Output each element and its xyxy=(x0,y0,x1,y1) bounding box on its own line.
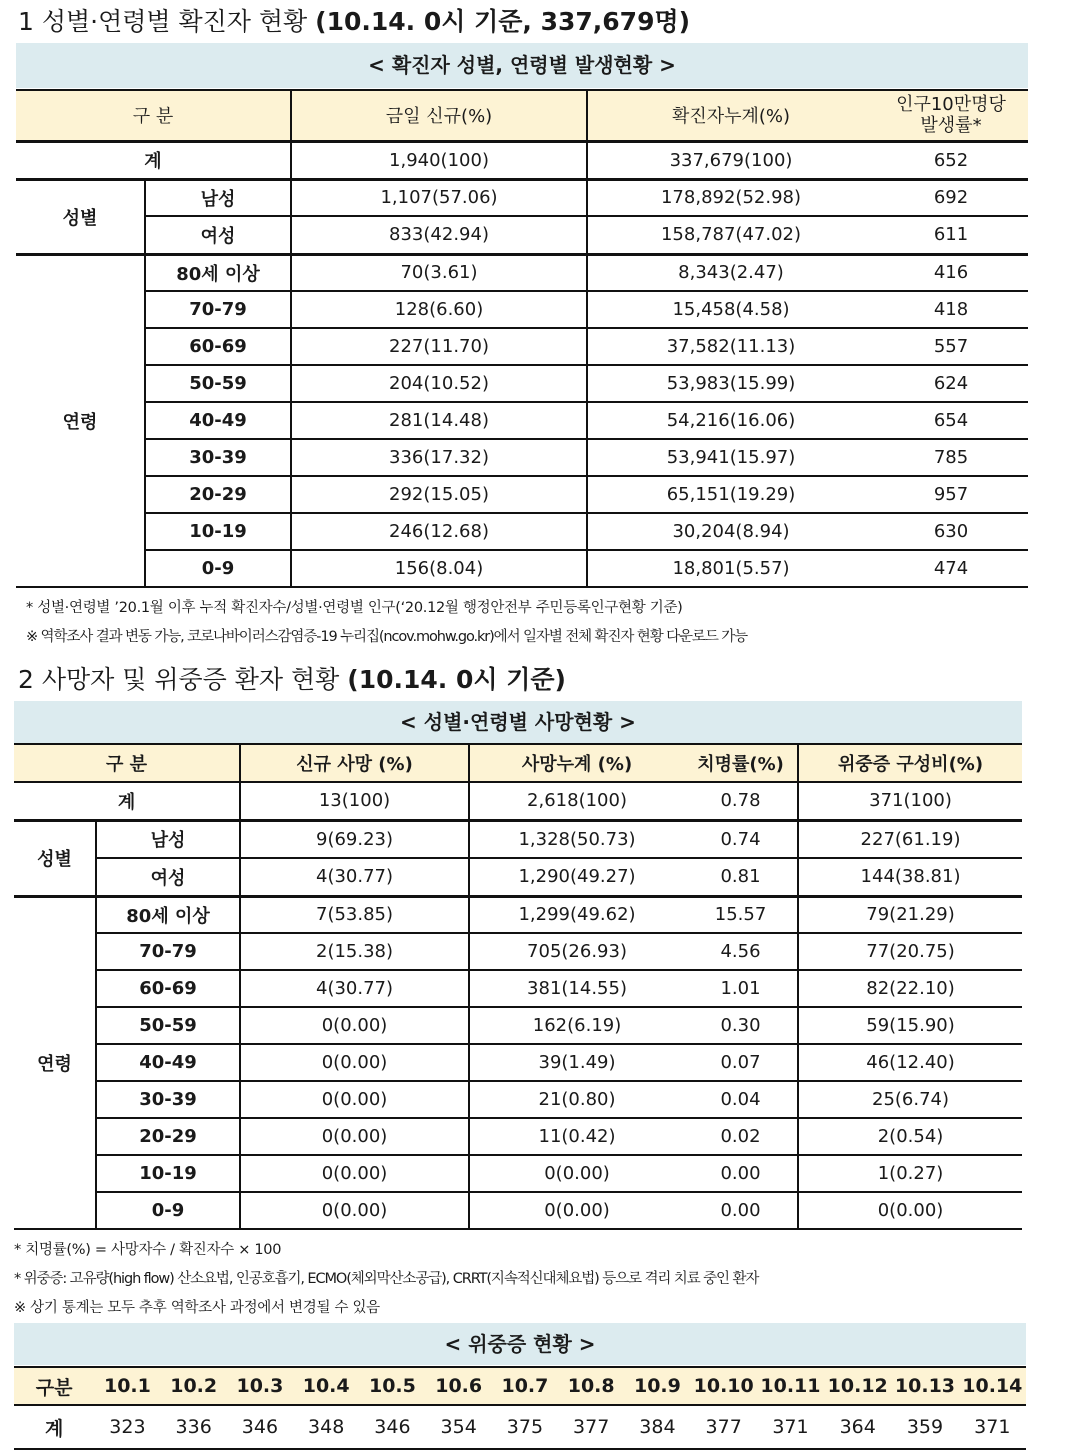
table-row xyxy=(16,291,1028,328)
section2-subtitle: (10.14. 0시 기준) xyxy=(347,665,566,694)
row-label: 40-49 xyxy=(96,1044,240,1081)
row-label: 남성 xyxy=(145,179,291,216)
header-new: 금일 신규(%) xyxy=(291,90,587,141)
severe-trend-table xyxy=(14,1366,1026,1450)
cell-new: 4(30.77) xyxy=(240,858,469,896)
header-date: 10.7 xyxy=(492,1367,558,1405)
header-category: 구 분 xyxy=(14,744,240,782)
cell-fatality: 0.02 xyxy=(684,1118,798,1155)
row-label: 20-29 xyxy=(145,476,291,513)
table-row xyxy=(14,858,1022,896)
header-date: 10.11 xyxy=(757,1367,824,1405)
row-label: 0-9 xyxy=(145,550,291,587)
table-header-row xyxy=(14,1367,1026,1405)
cell-cumulative: 705(26.93) xyxy=(469,933,684,970)
cell-cumulative: 381(14.55) xyxy=(469,970,684,1007)
cell-new: 204(10.52) xyxy=(291,365,587,402)
cell-cumulative: 2,618(100) xyxy=(469,782,684,820)
header-date: 10.12 xyxy=(824,1367,891,1405)
section1-banner-text: < 확진자 성별, 연령별 발생현황 > xyxy=(368,53,676,77)
cell-cumulative: 337,679(100) xyxy=(587,141,874,179)
cell-cumulative: 18,801(5.57) xyxy=(587,550,874,587)
cell-new: 833(42.94) xyxy=(291,216,587,254)
cell-cumulative: 1,328(50.73) xyxy=(469,820,684,858)
cell-new: 128(6.60) xyxy=(291,291,587,328)
cell-severe: 82(22.10) xyxy=(798,970,1022,1007)
group-label-sex: 성별 xyxy=(16,179,145,254)
table-row xyxy=(16,216,1028,254)
section1-note-1: * 성별·연령별 ’20.1월 이후 누적 확진자수/성별·연령별 인구(‘20.12월 행정안전부 주민등록인구현황 기준) xyxy=(26,600,683,616)
section2-note-3: ※ 상기 통계는 모두 추후 역학조사 과정에서 변경될 수 있음 xyxy=(14,1300,380,1316)
header-date: 10.10 xyxy=(691,1367,757,1405)
cell-severe: 0(0.00) xyxy=(798,1192,1022,1229)
table-row xyxy=(14,970,1022,1007)
cell-cumulative: 11(0.42) xyxy=(469,1118,684,1155)
cell-rate: 418 xyxy=(874,291,1028,328)
table-row xyxy=(16,476,1028,513)
table-row xyxy=(14,1081,1022,1118)
cell-fatality: 15.57 xyxy=(684,896,798,933)
cell-new: 0(0.00) xyxy=(240,1155,469,1192)
row-label: 계 xyxy=(16,141,291,179)
cell-new: 292(15.05) xyxy=(291,476,587,513)
section1-banner xyxy=(16,43,1028,88)
row-label: 30-39 xyxy=(96,1081,240,1118)
row-label: 30-39 xyxy=(145,439,291,476)
group-label-age: 연령 xyxy=(14,896,96,1229)
cell-fatality: 0.00 xyxy=(684,1155,798,1192)
table-row xyxy=(14,933,1022,970)
row-label: 80세 이상 xyxy=(96,896,240,933)
confirmed-cases-table xyxy=(16,89,1028,588)
cell-fatality: 0.07 xyxy=(684,1044,798,1081)
table-row xyxy=(16,439,1028,476)
section1-number: 1 xyxy=(18,7,34,36)
row-label: 60-69 xyxy=(145,328,291,365)
cell-cumulative: 0(0.00) xyxy=(469,1155,684,1192)
cell-cumulative: 65,151(19.29) xyxy=(587,476,874,513)
cell-rate: 630 xyxy=(874,513,1028,550)
table-row xyxy=(16,402,1028,439)
table-row xyxy=(14,1007,1022,1044)
cell-cumulative: 21(0.80) xyxy=(469,1081,684,1118)
section1-heading xyxy=(18,2,690,38)
cell-cumulative: 0(0.00) xyxy=(469,1192,684,1229)
header-fatality: 치명률(%) xyxy=(684,744,798,782)
header-rate-line1: 인구10만명당 xyxy=(896,94,1006,116)
cell-new: 7(53.85) xyxy=(240,896,469,933)
table-row xyxy=(14,1192,1022,1229)
table-row xyxy=(16,179,1028,216)
cell-rate: 957 xyxy=(874,476,1028,513)
cell-severe: 371(100) xyxy=(798,782,1022,820)
cell-new: 13(100) xyxy=(240,782,469,820)
row-label: 10-19 xyxy=(96,1155,240,1192)
cell-severe: 144(38.81) xyxy=(798,858,1022,896)
cell-severe-count: 377 xyxy=(573,1416,610,1438)
cell-cumulative: 39(1.49) xyxy=(469,1044,684,1081)
cell-rate: 692 xyxy=(874,179,1028,216)
cell-cumulative: 158,787(47.02) xyxy=(587,216,874,254)
cell-new: 9(69.23) xyxy=(240,820,469,858)
table-header-row xyxy=(14,744,1022,782)
section2-number: 2 xyxy=(18,665,34,694)
cell-new: 227(11.70) xyxy=(291,328,587,365)
cell-new: 4(30.77) xyxy=(240,970,469,1007)
cell-severe-count: 375 xyxy=(506,1416,544,1438)
cell-new: 246(12.68) xyxy=(291,513,587,550)
section1-title: 성별·연령별 확진자 현황 xyxy=(41,7,308,36)
row-label: 40-49 xyxy=(145,402,291,439)
header-date: 10.3 xyxy=(227,1367,293,1405)
deaths-table xyxy=(14,743,1022,1230)
cell-severe-count: 323 xyxy=(109,1416,146,1438)
section2-heading xyxy=(18,660,566,696)
cell-new: 336(17.32) xyxy=(291,439,587,476)
cell-fatality: 0.78 xyxy=(684,782,798,820)
cell-cumulative: 178,892(52.98) xyxy=(587,179,874,216)
group-label-sex: 성별 xyxy=(14,820,96,896)
row-label: 0-9 xyxy=(96,1192,240,1229)
table-row xyxy=(16,513,1028,550)
header-date: 10.13 xyxy=(891,1367,958,1405)
cell-cumulative: 53,941(15.97) xyxy=(587,439,874,476)
table-row xyxy=(16,328,1028,365)
cell-severe: 227(61.19) xyxy=(798,820,1022,858)
cell-rate: 654 xyxy=(874,402,1028,439)
cell-cumulative: 54,216(16.06) xyxy=(587,402,874,439)
section2-note-2: * 위중증: 고유량(high flow) 산소요법, 인공호흡기, ECMO(체외막산소공급), CRRT(지속적신대체요법) 등으로 격리 치료 중인 환자 xyxy=(14,1271,759,1287)
row-label: 50-59 xyxy=(96,1007,240,1044)
table-row xyxy=(14,1118,1022,1155)
cell-cumulative: 1,299(49.62) xyxy=(469,896,684,933)
cell-fatality: 1.01 xyxy=(684,970,798,1007)
cell-cumulative: 53,983(15.99) xyxy=(587,365,874,402)
section3-banner xyxy=(14,1323,1026,1365)
cell-severe-count: 384 xyxy=(639,1416,676,1438)
cell-rate: 557 xyxy=(874,328,1028,365)
cell-rate: 474 xyxy=(874,550,1028,587)
cell-new: 2(15.38) xyxy=(240,933,469,970)
cell-new: 0(0.00) xyxy=(240,1118,469,1155)
table-row-total xyxy=(16,141,1028,179)
header-date: 10.8 xyxy=(558,1367,624,1405)
table-row xyxy=(14,1155,1022,1192)
header-cumulative: 확진자누계(%) xyxy=(587,90,874,141)
row-label: 계 xyxy=(44,1417,64,1440)
section2-note-1: * 치명률(%) = 사망자수 / 확진자수 × 100 xyxy=(14,1242,282,1258)
row-label: 남성 xyxy=(96,820,240,858)
row-label: 여성 xyxy=(145,216,291,254)
header-date: 10.9 xyxy=(624,1367,690,1405)
cell-fatality: 4.56 xyxy=(684,933,798,970)
cell-fatality: 0.04 xyxy=(684,1081,798,1118)
cell-severe-count: 336 xyxy=(175,1416,212,1438)
header-date: 10.4 xyxy=(293,1367,359,1405)
row-label: 80세 이상 xyxy=(145,254,291,291)
cell-rate: 416 xyxy=(874,254,1028,291)
cell-severe: 25(6.74) xyxy=(798,1081,1022,1118)
cell-cumulative: 1,290(49.27) xyxy=(469,858,684,896)
cell-severe-count: 364 xyxy=(839,1416,876,1438)
section3-banner-text: < 위중증 현황 > xyxy=(444,1332,596,1356)
cell-severe-count: 354 xyxy=(440,1416,477,1438)
header-category: 구 분 xyxy=(16,90,291,141)
table-row xyxy=(16,365,1028,402)
cell-fatality: 0.81 xyxy=(684,858,798,896)
cell-new: 156(8.04) xyxy=(291,550,587,587)
row-label: 50-59 xyxy=(145,365,291,402)
header-date: 10.1 xyxy=(94,1367,160,1405)
header-new-deaths: 신규 사망 (%) xyxy=(240,744,469,782)
section1-subtitle: (10.14. 0시 기준, 337,679명) xyxy=(315,7,691,36)
table-row xyxy=(14,1044,1022,1081)
cell-severe-count: 371 xyxy=(974,1416,1011,1438)
header-severe: 위중증 구성비(%) xyxy=(798,744,1022,782)
section2-banner xyxy=(14,701,1022,743)
cell-severe: 79(21.29) xyxy=(798,896,1022,933)
table-row xyxy=(16,254,1028,291)
cell-new: 70(3.61) xyxy=(291,254,587,291)
row-label: 20-29 xyxy=(96,1118,240,1155)
cell-new: 1,940(100) xyxy=(291,141,587,179)
cell-severe: 59(15.90) xyxy=(798,1007,1022,1044)
cell-severe-count: 346 xyxy=(374,1416,411,1438)
table-row-total xyxy=(14,782,1022,820)
section2-title: 사망자 및 위중증 환자 현황 xyxy=(41,665,340,694)
cell-rate: 611 xyxy=(874,216,1028,254)
header-rate-line2: 발생률* xyxy=(920,115,982,137)
cell-new: 281(14.48) xyxy=(291,402,587,439)
table-row xyxy=(14,820,1022,858)
row-label: 60-69 xyxy=(96,970,240,1007)
cell-new: 0(0.00) xyxy=(240,1044,469,1081)
section2-banner-text: < 성별·연령별 사망현황 > xyxy=(400,710,636,734)
cell-severe-count: 359 xyxy=(906,1416,944,1438)
cell-severe: 46(12.40) xyxy=(798,1044,1022,1081)
row-label: 계 xyxy=(14,782,240,820)
header-date: 10.5 xyxy=(359,1367,425,1405)
cell-cumulative: 162(6.19) xyxy=(469,1007,684,1044)
table-row xyxy=(16,550,1028,587)
header-category: 구분 xyxy=(14,1367,94,1405)
row-label: 여성 xyxy=(96,858,240,896)
cell-rate: 785 xyxy=(874,439,1028,476)
cell-severe-count: 346 xyxy=(241,1416,279,1438)
cell-severe: 2(0.54) xyxy=(798,1118,1022,1155)
header-date: 10.14 xyxy=(959,1367,1026,1405)
row-label: 70-79 xyxy=(96,933,240,970)
section1-note-2: ※ 역학조사 결과 변동 가능, 코로나바이러스감염증-19 누리집(ncov.mohw.go.kr)에서 일자별 전체 확진자 현황 다운로드 가능 xyxy=(26,629,748,645)
cell-severe: 77(20.75) xyxy=(798,933,1022,970)
table-row xyxy=(14,896,1022,933)
cell-rate: 624 xyxy=(874,365,1028,402)
table-header-row xyxy=(16,90,1028,141)
cell-new: 0(0.00) xyxy=(240,1007,469,1044)
row-label: 70-79 xyxy=(145,291,291,328)
cell-new: 0(0.00) xyxy=(240,1081,469,1118)
table-row-total xyxy=(14,1405,1026,1449)
cell-cumulative: 8,343(2.47) xyxy=(587,254,874,291)
group-label-age: 연령 xyxy=(16,254,145,587)
cell-new: 1,107(57.06) xyxy=(291,179,587,216)
cell-severe: 1(0.27) xyxy=(798,1155,1022,1192)
cell-cumulative: 37,582(11.13) xyxy=(587,328,874,365)
header-date: 10.2 xyxy=(161,1367,227,1405)
cell-cumulative: 15,458(4.58) xyxy=(587,291,874,328)
row-label: 10-19 xyxy=(145,513,291,550)
header-cumulative-deaths: 사망누계 (%) xyxy=(469,744,684,782)
cell-cumulative: 30,204(8.94) xyxy=(587,513,874,550)
cell-fatality: 0.00 xyxy=(684,1192,798,1229)
cell-severe-count: 371 xyxy=(772,1416,809,1438)
header-rate xyxy=(874,90,1028,141)
cell-fatality: 0.74 xyxy=(684,820,798,858)
cell-severe-count: 348 xyxy=(308,1416,345,1438)
cell-fatality: 0.30 xyxy=(684,1007,798,1044)
header-date: 10.6 xyxy=(426,1367,492,1405)
cell-new: 0(0.00) xyxy=(240,1192,469,1229)
cell-rate: 652 xyxy=(874,141,1028,179)
cell-severe-count: 377 xyxy=(705,1416,742,1438)
